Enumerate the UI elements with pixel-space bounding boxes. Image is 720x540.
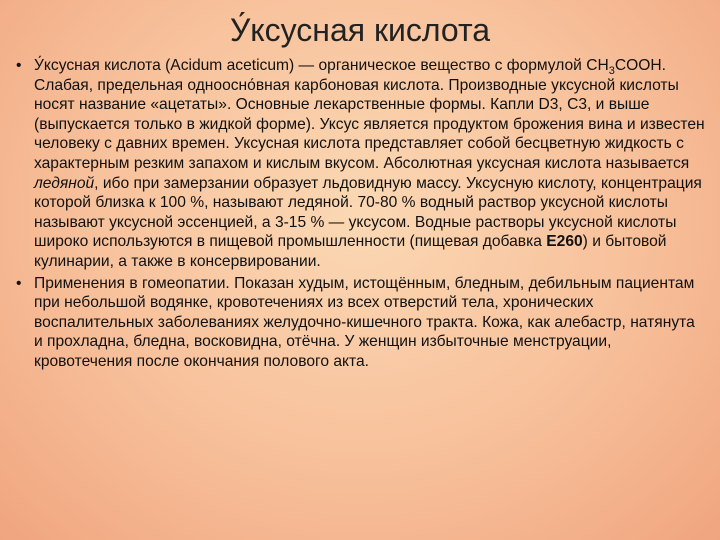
paragraph-text: , ибо при замерзании образует льдовидную массу. Уксусную кислоту, концентрация которой близка к 100 %, называют ледяной. 70-80 % водный раствор уксусной кислоты называют уксусной эссенцией, а 3-15 % — уксусом. Водные растворы уксусной кислоты широко используются в пищевой промышленности (пищевая добавка [34,174,702,251]
italic-text: ледяной [34,174,95,192]
bullet-item-homeopathy [14,274,706,372]
bullet-item-definition [14,56,706,272]
term-text: У́ксусная кислота [34,57,161,74]
bold-text: E260 [546,233,583,251]
subscript-text: 3 [608,65,615,78]
slide-body [14,56,706,374]
paragraph-text: COOH. Слабая, предельная одноосно́вная карбоновая кислота. Производные уксусной кислоты носят название «ацетаты». Основные лекарственные формы. Капли D3, C3, и выше (выпускается только в жидкой форме). Уксус является продуктом брожения вина и известен человеку с давних времен. Уксусная кислота представляет собой бесцветную жидкость с характерным резким запахом и кислым вкусом. Абсолютная уксусная кислота называется [34,57,705,172]
paragraph-text: (Acidum aceticum) — органическое вещество с формулой CH [160,57,609,74]
bullet-icon: • [16,57,22,74]
paragraph-text: ) и бытовой кулинарии, а также в консервировании. [34,233,667,270]
slide-title: У́ксусная кислота [229,12,491,48]
paragraph-text: Применения в гомеопатии. Показан худым, истощённым, бледным, дебильным пациентам при небольшой водянке, кровотечениях из всех отверстий тела, хронических воспалительных заболеваниях желудочно-кишечного тракта. Кожа, как алебастр, натянута и прохладна, бледна, восковидна, отёчна. У женщин избыточные менструации, кровотечения после окончания полового акта. [34,274,695,370]
bullet-icon: • [16,274,22,292]
